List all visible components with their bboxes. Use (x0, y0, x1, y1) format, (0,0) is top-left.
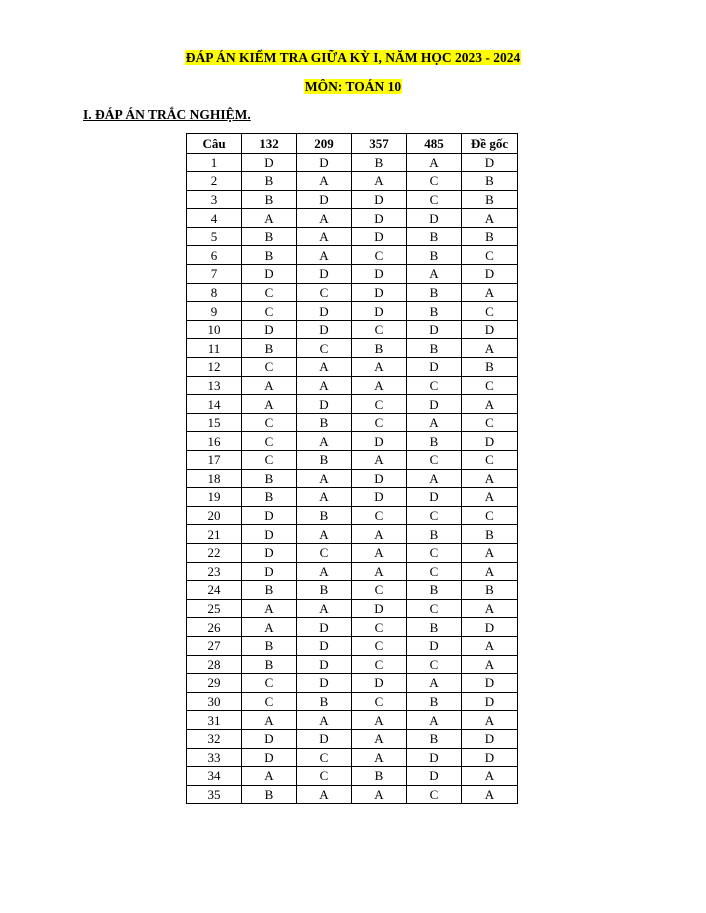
answer-cell: D (297, 153, 352, 172)
answer-cell: D (352, 265, 407, 284)
answer-cell: A (462, 711, 518, 730)
answer-cell: B (462, 172, 518, 191)
answer-cell: A (297, 432, 352, 451)
answer-cell: D (297, 302, 352, 321)
answer-cell: A (352, 562, 407, 581)
answer-cell: C (297, 748, 352, 767)
answer-cell: C (242, 358, 297, 377)
question-number-cell: 18 (187, 469, 242, 488)
answer-cell: C (352, 618, 407, 637)
question-number-cell: 28 (187, 655, 242, 674)
answer-cell: C (407, 190, 462, 209)
answer-cell: C (407, 376, 462, 395)
table-row (187, 413, 518, 432)
answer-cell: B (297, 581, 352, 600)
table-row (187, 265, 518, 284)
question-number-cell: 22 (187, 543, 242, 562)
answer-cell: D (352, 674, 407, 693)
answer-cell: D (242, 562, 297, 581)
table-row (187, 283, 518, 302)
answer-cell: B (407, 692, 462, 711)
answer-cell: A (242, 395, 297, 414)
table-row (187, 358, 518, 377)
answer-cell: A (462, 636, 518, 655)
table-row (187, 506, 518, 525)
answer-cell: C (462, 506, 518, 525)
answer-cell: A (462, 543, 518, 562)
answer-cell: C (352, 636, 407, 655)
answer-cell: A (297, 227, 352, 246)
answer-cell: A (462, 599, 518, 618)
answer-cell: D (462, 153, 518, 172)
question-number-cell: 27 (187, 636, 242, 655)
table-row (187, 246, 518, 265)
subject-title-text: MÔN: TOÁN 10 (304, 79, 402, 94)
answer-cell: A (352, 729, 407, 748)
table-row (187, 451, 518, 470)
answer-cell: B (242, 190, 297, 209)
question-number-cell: 14 (187, 395, 242, 414)
answer-cell: C (462, 246, 518, 265)
answer-cell: C (462, 451, 518, 470)
column-header: 357 (352, 134, 407, 154)
answer-cell: A (462, 767, 518, 786)
answer-cell: A (407, 674, 462, 693)
answer-cell: A (352, 172, 407, 191)
table-header-row (187, 134, 518, 154)
answer-cell: D (242, 748, 297, 767)
table-row (187, 748, 518, 767)
answer-cell: B (462, 190, 518, 209)
question-number-cell: 34 (187, 767, 242, 786)
table-row (187, 674, 518, 693)
question-number-cell: 2 (187, 172, 242, 191)
answer-cell: C (407, 785, 462, 804)
table-row (187, 618, 518, 637)
answer-cell: D (462, 320, 518, 339)
answer-cell: A (407, 265, 462, 284)
question-number-cell: 33 (187, 748, 242, 767)
answer-cell: D (407, 488, 462, 507)
answer-cell: D (407, 767, 462, 786)
question-number-cell: 3 (187, 190, 242, 209)
answer-cell: C (352, 320, 407, 339)
question-number-cell: 9 (187, 302, 242, 321)
answer-cell: D (407, 320, 462, 339)
table-row (187, 767, 518, 786)
answer-cell: D (462, 265, 518, 284)
answer-cell: C (352, 246, 407, 265)
answer-cell: A (462, 785, 518, 804)
table-row (187, 543, 518, 562)
answer-cell: B (297, 506, 352, 525)
answer-cell: C (407, 655, 462, 674)
answer-cell: B (352, 339, 407, 358)
answer-cell: A (242, 209, 297, 228)
answer-cell: A (242, 711, 297, 730)
answer-cell: A (242, 599, 297, 618)
answer-cell: A (352, 376, 407, 395)
answer-cell: A (352, 711, 407, 730)
answer-cell: D (352, 488, 407, 507)
answer-cell: C (462, 376, 518, 395)
answer-cell: D (352, 469, 407, 488)
answer-cell: D (407, 358, 462, 377)
answer-cell: D (242, 729, 297, 748)
answer-cell: B (242, 636, 297, 655)
answer-cell: C (352, 692, 407, 711)
answer-cell: B (297, 692, 352, 711)
question-number-cell: 24 (187, 581, 242, 600)
answer-cell: C (242, 413, 297, 432)
answer-cell: C (297, 543, 352, 562)
answer-cell: D (462, 674, 518, 693)
answer-cell: A (297, 711, 352, 730)
answer-cell: C (352, 395, 407, 414)
question-number-cell: 15 (187, 413, 242, 432)
answer-cell: B (407, 283, 462, 302)
question-number-cell: 32 (187, 729, 242, 748)
answer-cell: D (242, 265, 297, 284)
answer-cell: A (462, 209, 518, 228)
answer-cell: A (242, 767, 297, 786)
answer-cell: B (407, 246, 462, 265)
answer-cell: A (407, 469, 462, 488)
answer-cell: B (462, 358, 518, 377)
question-number-cell: 17 (187, 451, 242, 470)
table-row (187, 525, 518, 544)
answer-cell: D (462, 692, 518, 711)
table-row (187, 599, 518, 618)
table-row (187, 636, 518, 655)
answer-cell: D (242, 320, 297, 339)
answer-cell: C (407, 506, 462, 525)
question-number-cell: 1 (187, 153, 242, 172)
answer-cell: B (242, 655, 297, 674)
answer-cell: A (297, 785, 352, 804)
answer-cell: D (407, 636, 462, 655)
answer-cell: B (242, 785, 297, 804)
table-row (187, 488, 518, 507)
answer-cell: B (407, 729, 462, 748)
answer-cell: B (407, 227, 462, 246)
answer-cell: D (297, 655, 352, 674)
table-row (187, 692, 518, 711)
subject-title (0, 78, 706, 96)
answer-cell: B (242, 172, 297, 191)
answer-cell: C (297, 283, 352, 302)
answer-cell: B (407, 525, 462, 544)
answer-cell: A (297, 562, 352, 581)
answer-cell: A (407, 413, 462, 432)
answer-cell: C (352, 413, 407, 432)
answer-cell: C (242, 674, 297, 693)
question-number-cell: 25 (187, 599, 242, 618)
answer-cell: C (407, 543, 462, 562)
table-row (187, 432, 518, 451)
question-number-cell: 12 (187, 358, 242, 377)
answer-cell: C (297, 339, 352, 358)
table-row (187, 190, 518, 209)
answer-cell: C (352, 655, 407, 674)
answer-cell: D (352, 190, 407, 209)
table-row (187, 320, 518, 339)
answer-cell: A (462, 562, 518, 581)
answer-cell: A (407, 711, 462, 730)
answer-cell: A (352, 785, 407, 804)
answer-cell: D (242, 525, 297, 544)
question-number-cell: 8 (187, 283, 242, 302)
answer-cell: A (407, 153, 462, 172)
column-header: 209 (297, 134, 352, 154)
answer-cell: B (407, 432, 462, 451)
question-number-cell: 6 (187, 246, 242, 265)
table-row (187, 729, 518, 748)
table-row (187, 785, 518, 804)
answer-cell: B (462, 581, 518, 600)
answer-cell: D (352, 209, 407, 228)
question-number-cell: 21 (187, 525, 242, 544)
answer-cell: B (352, 153, 407, 172)
answer-cell: C (242, 283, 297, 302)
answer-cell: D (462, 748, 518, 767)
answer-cell: A (297, 172, 352, 191)
answer-cell: D (297, 618, 352, 637)
answer-cell: C (407, 599, 462, 618)
answer-cell: A (462, 283, 518, 302)
table-row (187, 376, 518, 395)
answer-cell: C (352, 581, 407, 600)
answer-cell: D (407, 395, 462, 414)
answer-cell: C (462, 413, 518, 432)
answer-cell: D (352, 432, 407, 451)
answer-cell: D (407, 748, 462, 767)
table-row (187, 209, 518, 228)
table-row (187, 711, 518, 730)
question-number-cell: 35 (187, 785, 242, 804)
answer-cell: D (407, 209, 462, 228)
answer-cell: D (352, 283, 407, 302)
answer-cell: A (297, 209, 352, 228)
answer-cell: A (352, 451, 407, 470)
table-row (187, 339, 518, 358)
answer-cell: B (407, 581, 462, 600)
table-row (187, 469, 518, 488)
question-number-cell: 29 (187, 674, 242, 693)
answer-cell: D (297, 320, 352, 339)
table-row (187, 655, 518, 674)
answer-cell: D (352, 302, 407, 321)
answer-cell: B (242, 469, 297, 488)
answer-table (186, 133, 518, 804)
answer-cell: D (242, 506, 297, 525)
column-header: 485 (407, 134, 462, 154)
answer-cell: A (352, 525, 407, 544)
answer-cell: B (407, 339, 462, 358)
answer-cell: A (297, 358, 352, 377)
table-row (187, 562, 518, 581)
answer-cell: C (297, 767, 352, 786)
table-row (187, 153, 518, 172)
question-number-cell: 31 (187, 711, 242, 730)
answer-cell: B (242, 339, 297, 358)
answer-cell: C (352, 506, 407, 525)
answer-cell: A (297, 525, 352, 544)
answer-cell: C (242, 302, 297, 321)
answer-cell: B (407, 618, 462, 637)
question-number-cell: 11 (187, 339, 242, 358)
section-heading: I. ĐÁP ÁN TRẮC NGHIỆM. (83, 107, 251, 122)
column-header: Đề gốc (462, 134, 518, 154)
answer-cell: B (242, 581, 297, 600)
answer-cell: D (297, 674, 352, 693)
answer-cell: D (297, 395, 352, 414)
answer-cell: D (242, 543, 297, 562)
table-row (187, 302, 518, 321)
table-row (187, 227, 518, 246)
answer-cell: A (297, 376, 352, 395)
answer-cell: A (297, 469, 352, 488)
table-body (187, 153, 518, 804)
table-row (187, 581, 518, 600)
answer-cell: D (462, 729, 518, 748)
answer-cell: B (242, 246, 297, 265)
question-number-cell: 10 (187, 320, 242, 339)
answer-cell: A (352, 748, 407, 767)
answer-cell: A (352, 543, 407, 562)
answer-cell: D (462, 432, 518, 451)
answer-cell: D (242, 153, 297, 172)
answer-cell: A (242, 376, 297, 395)
column-header: Câu (187, 134, 242, 154)
document-title (0, 49, 706, 67)
answer-cell: A (462, 469, 518, 488)
answer-cell: D (352, 227, 407, 246)
answer-cell: C (242, 432, 297, 451)
answer-cell: B (242, 488, 297, 507)
answer-cell: B (352, 767, 407, 786)
answer-cell: A (352, 358, 407, 377)
answer-cell: C (462, 302, 518, 321)
question-number-cell: 4 (187, 209, 242, 228)
answer-cell: B (297, 413, 352, 432)
answer-cell: A (297, 599, 352, 618)
answer-cell: D (352, 599, 407, 618)
answer-cell: A (462, 655, 518, 674)
answer-cell: D (297, 265, 352, 284)
question-number-cell: 23 (187, 562, 242, 581)
answer-cell: C (242, 692, 297, 711)
answer-cell: B (297, 451, 352, 470)
question-number-cell: 26 (187, 618, 242, 637)
answer-cell: D (297, 729, 352, 748)
answer-cell: B (462, 525, 518, 544)
question-number-cell: 16 (187, 432, 242, 451)
answer-cell: B (462, 227, 518, 246)
answer-cell: B (242, 227, 297, 246)
table-row (187, 172, 518, 191)
answer-cell: A (297, 246, 352, 265)
answer-cell: D (462, 618, 518, 637)
question-number-cell: 20 (187, 506, 242, 525)
answer-cell: A (462, 395, 518, 414)
answer-cell: A (242, 618, 297, 637)
column-header: 132 (242, 134, 297, 154)
document-title-text: ĐÁP ÁN KIỂM TRA GIỮA KỲ I, NĂM HỌC 2023 - 2024 (185, 50, 521, 65)
question-number-cell: 13 (187, 376, 242, 395)
answer-cell: C (407, 451, 462, 470)
answer-cell: C (407, 172, 462, 191)
question-number-cell: 7 (187, 265, 242, 284)
answer-cell: B (407, 302, 462, 321)
answer-cell: C (242, 451, 297, 470)
question-number-cell: 30 (187, 692, 242, 711)
table-row (187, 395, 518, 414)
answer-cell: C (407, 562, 462, 581)
answer-cell: A (297, 488, 352, 507)
question-number-cell: 5 (187, 227, 242, 246)
answer-cell: A (462, 488, 518, 507)
answer-cell: D (297, 636, 352, 655)
answer-cell: D (297, 190, 352, 209)
answer-cell: A (462, 339, 518, 358)
question-number-cell: 19 (187, 488, 242, 507)
